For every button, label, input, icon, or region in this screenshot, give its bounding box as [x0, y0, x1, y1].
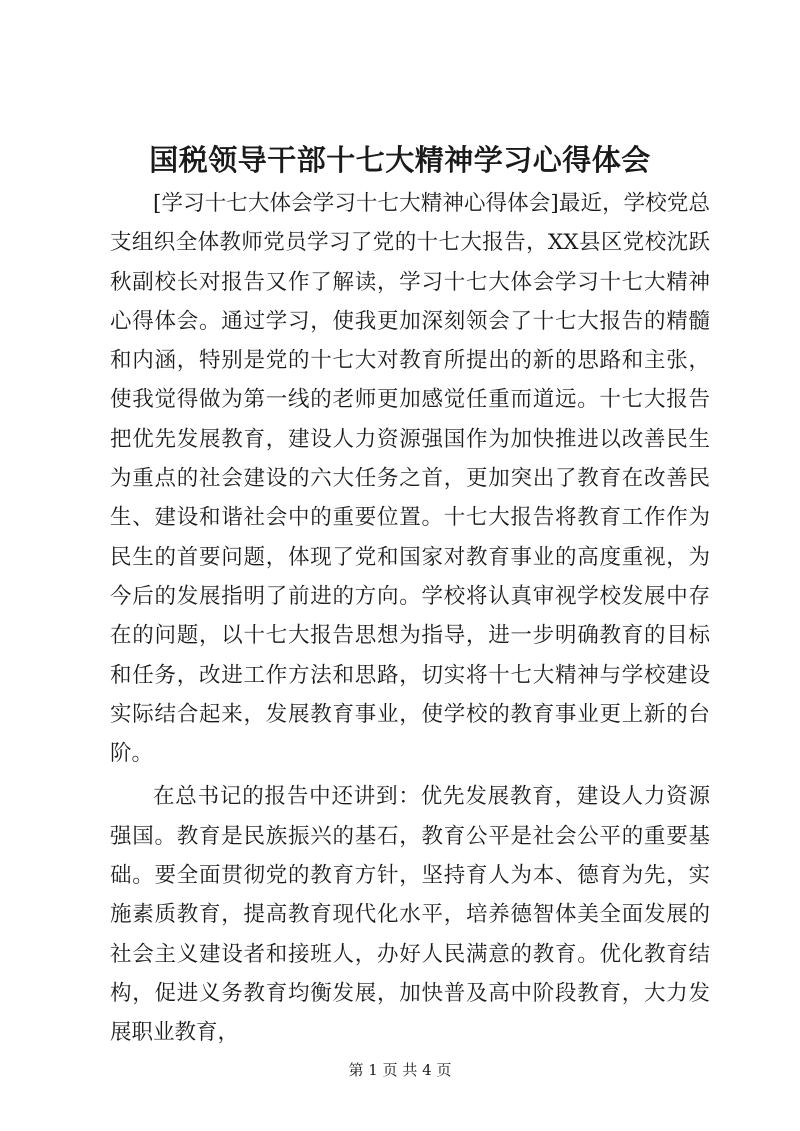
document-body	[110, 184, 710, 1057]
paragraph-2: 在总书记的报告中还讲到：优先发展教育，建设人力资源强国。教育是民族振兴的基石，教育公平是社会公平的重要基础。要全面贯彻党的教育方针，坚持育人为本、德育为先，实施素质教育，提高教育现代化水平，培养德智体美全面发展的社会主义建设者和接班人，办好人民满意的教育。优化教育结构，促进义务教育均衡发展，加快普及高中阶段教育，大力发展职业教育，	[110, 784, 710, 1046]
page-number-footer: 第 1 页 共 4 页	[348, 1061, 452, 1079]
document-title: 国税领导干部十七大精神学习心得体会	[149, 143, 651, 177]
paragraph-1: [学习十七大体会学习十七大精神心得体会]最近，学校党总支组织全体教师党员学习了党的十七大报告，XX县区党校沈跃秋副校长对报告又作了解读，学习十七大体会学习十七大精神心得体会。通过学习，使我更加深刻领会了十七大报告的精髓和内涵，特别是党的十七大对教育所提出的新的思路和主张，使我觉得做为第一线的老师更加感觉任重而道远。十七大报告把优先发展教育，建设人力资源强国作为加快推进以改善民生为重点的社会建设的六大任务之首，更加突出了教育在改善民生、建设和谐社会中的重要位置。十七大报告将教育工作作为民生的首要问题，体现了党和国家对教育事业的高度重视，为今后的发展指明了前进的方向。学校将认真审视学校发展中存在的问题，以十七大报告思想为指导，进一步明确教育的目标和任务，改进工作方法和思路，切实将十七大精神与学校建设实际结合起来，发展教育事业，使学校的教育事业更上新的台阶。	[110, 191, 710, 767]
